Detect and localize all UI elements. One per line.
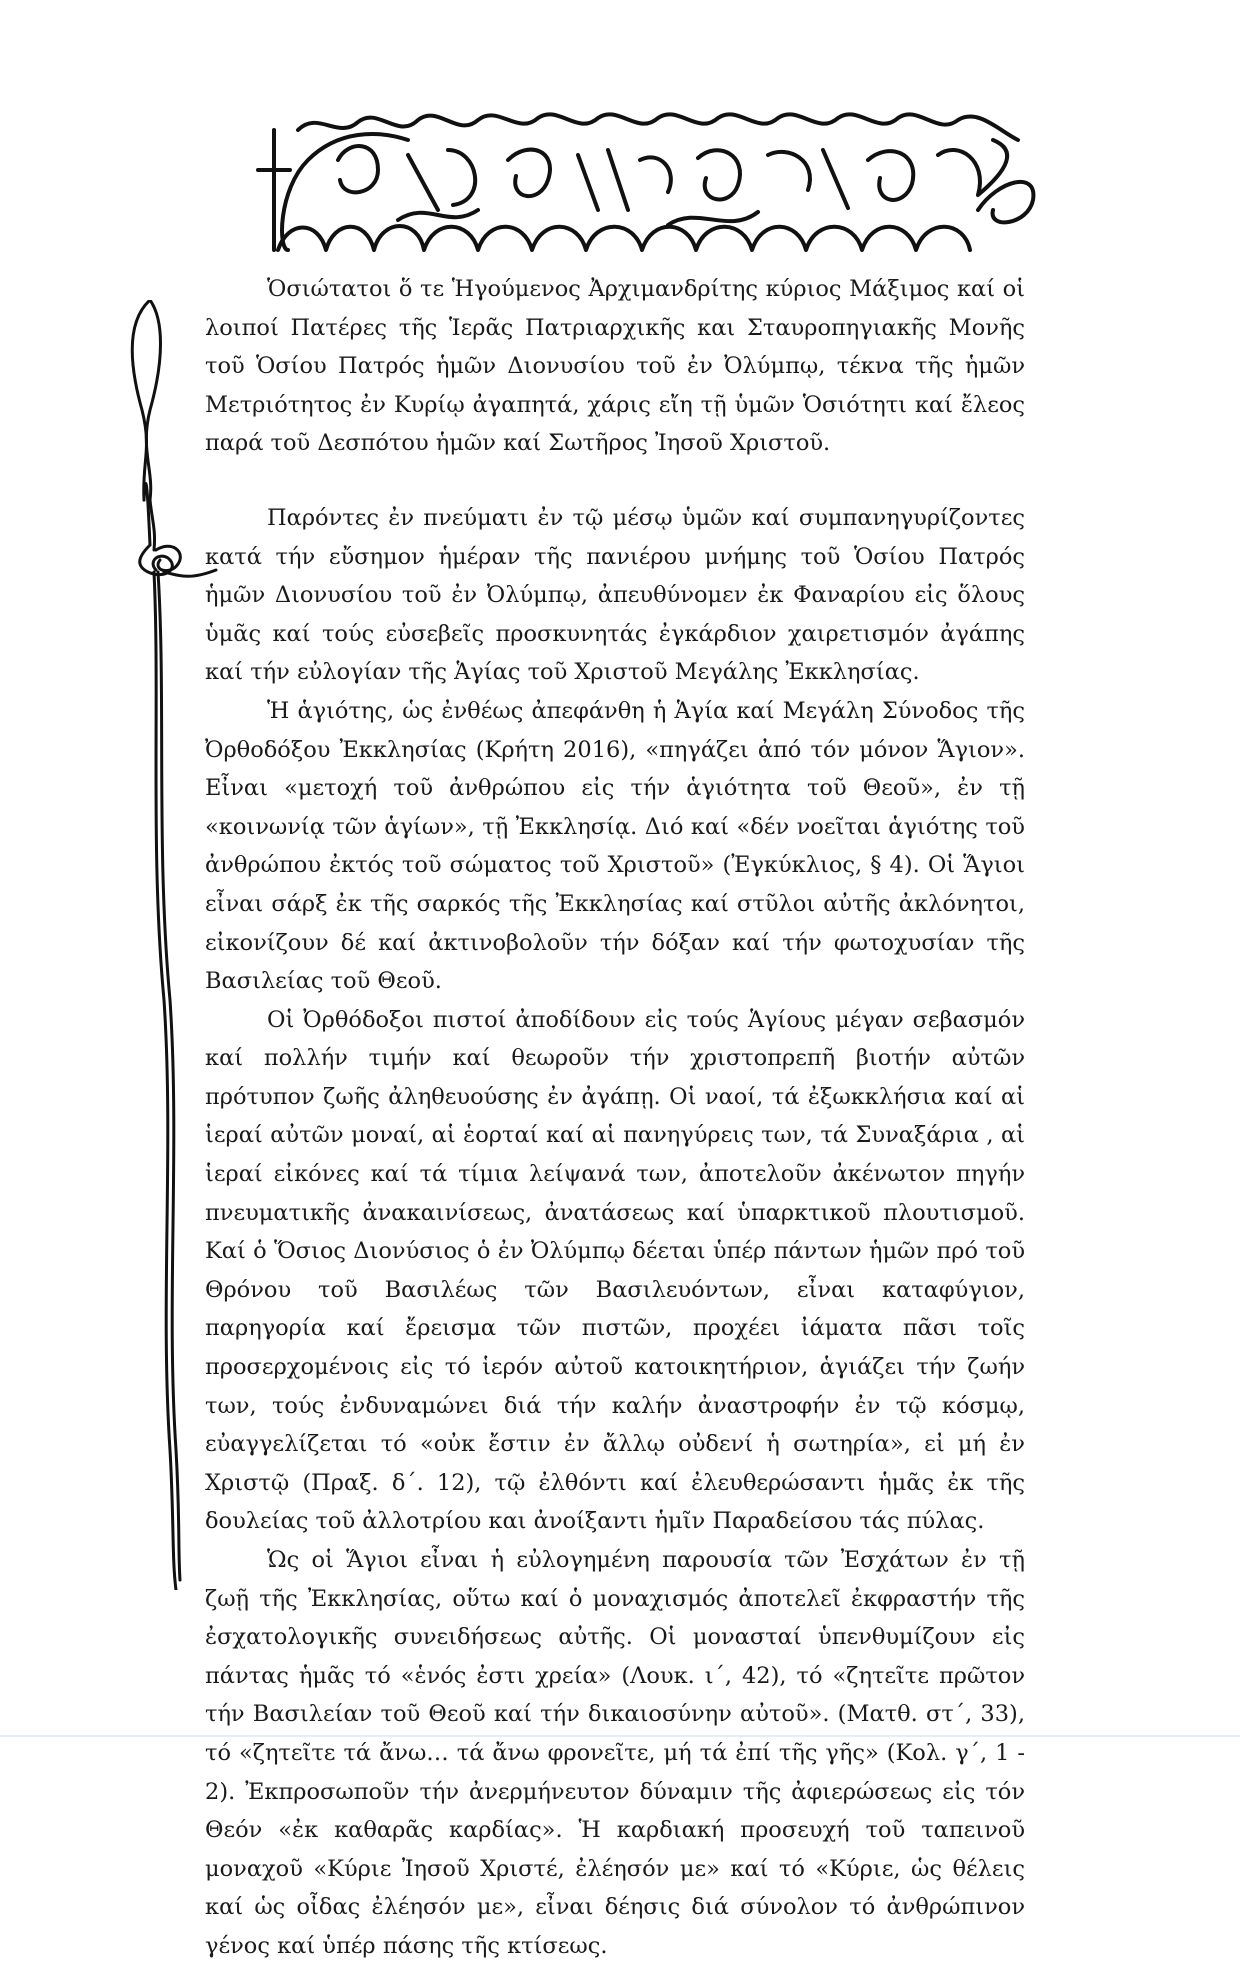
paragraph-greeting: Ὁσιώτατοι ὅ τε Ἡγούμενος Ἀρχιμανδρίτης κύριος Μάξιμος καί οἱ λοιποί Πατέρες τῆς Ἱερᾶς Πατριαρχικῆς και Σταυροπηγιακῆς Μονῆς τοῦ Ὁσίου Πατρός ἡμῶν Διονυσίου τοῦ ἐν Ὀλύμπῳ, τέκνα τῆς ἡμῶν Μετριότητος ἐν Κυρίῳ ἀγαπητά, χάρις εἴη τῇ ὑμῶν Ὁσιότητι καί ἔλεος παρά τοῦ Δεσπότου ἡμῶν καί Σωτῆρος Ἰησοῦ Χριστοῦ. <box>205 276 1025 457</box>
letter-body <box>205 270 1025 1966</box>
patriarchal-signature-header <box>248 100 1038 260</box>
scan-edge-line <box>0 1735 1240 1737</box>
paragraph-holiness: Ἡ ἁγιότης, ὡς ἐνθέως ἀπεφάνθη ἡ Ἁγία καί Μεγάλη Σύνοδος τῆς Ὀρθοδόξου Ἐκκλησίας (Κρήτη 2016), «πηγάζει ἀπό τόν μόνον Ἅγιον». Εἶναι «μετοχή τοῦ ἀνθρώπου εἰς τήν ἁγιότητα τοῦ Θεοῦ», ἐν τῇ «κοινωνίᾳ τῶν ἁγίων», τῇ Ἐκκλησίᾳ. Διό καί «δέν νοεῖται ἁγιότης τοῦ ἀνθρώπου ἐκτός τοῦ σώματος τοῦ Χριστοῦ» (Ἐγκύκλιος, § 4). Οἱ Ἅγιοι εἶναι σάρξ ἐκ τῆς σαρκός τῆς Ἐκκλησίας καί στῦλοι αὐτῆς ἀκλόνητοι, εἰκονίζουν δέ καί ἀκτινοβολοῦν τήν δόξαν καί τήν φωτοχυσίαν τῆς Βασιλείας τοῦ Θεοῦ. <box>205 697 1025 995</box>
paragraph-faithful: Οἱ Ὀρθόδοξοι πιστοί ἀποδίδουν εἰς τούς Ἁγίους μέγαν σεβασμόν καί πολλήν τιμήν καί θεωροῦν τήν χριστοπρεπῆ βιοτήν αὐτῶν πρότυπον ζωῆς ἀληθευούσης ἐν ἀγάπῃ. Οἱ ναοί, τά ἐξωκκλήσια καί αἱ ἱεραί αὐτῶν μοναί, αἱ ἑορταί καί αἱ πανηγύρεις των, τά Συναξάρια , αἱ ἱεραί εἰκόνες καί τά τίμια λείψανά των, ἀποτελοῦν ἀκένωτον πηγήν πνευματικῆς ἀνακαινίσεως, ἀνατάσεως καί ὑπαρκτικοῦ πλουτισμοῦ. Καί ὁ Ὅσιος Διονύσιος ὁ ἐν Ὀλύμπῳ δέεται ὑπέρ πάντων ἡμῶν πρό τοῦ Θρόνου τοῦ Βασιλέως τῶν Βασιλευόντων, εἶναι καταφύγιον, παρηγορία καί ἔρεισμα τῶν πιστῶν, προχέει ἰάματα πᾶσι τοῖς προσερχομένοις εἰς τό ἱερόν αὐτοῦ κατοικητήριον, ἁγιάζει τήν ζωήν των, τούς ἐνδυναμώνει διά τήν καλήν ἀναστροφήν ἐν τῷ κόσμῳ, εὐαγγελίζεται τό «οὐκ ἔστιν ἐν ἄλλῳ οὐδενί ἡ σωτηρία», εἰ μή ἐν Χριστῷ (Πραξ. δ΄. 12), τῷ ἐλθόντι καί ἐλευθερώσαντι ἡμᾶς ἐκ τῆς δουλείας τοῦ ἀλλοτρίου και ἀνοίξαντι ἡμῖν Παραδείσου τάς πύλας. <box>205 1006 1025 1535</box>
paragraph-festival: Παρόντες ἐν πνεύματι ἐν τῷ μέσῳ ὑμῶν καί συμπανηγυρίζοντες κατά τήν εὔσημον ἡμέραν τῆς πανιέρου μνήμης τοῦ Ὁσίου Πατρός ἡμῶν Διονυσίου τοῦ ἐν Ὀλύμπῳ, ἀπευθύνομεν ἐκ Φαναρίου εἰς ὅλους ὑμᾶς καί τούς εὐσεβεῖς προσκυνητάς ἐγκάρδιον χαιρετισμόν ἀγάπης καί τήν εὐλογίαν τῆς Ἁγίας τοῦ Χριστοῦ Μεγάλης Ἐκκλησίας. <box>205 504 1025 686</box>
paragraph-monasticism: Ὡς οἱ Ἅγιοι εἶναι ἡ εὐλογημένη παρουσία τῶν Ἐσχάτων ἐν τῇ ζωῇ τῆς Ἐκκλησίας, οὕτω καί ὁ μοναχισμός ἀποτελεῖ ἐκφραστήν τῆς ἐσχατολογικῆς συνειδήσεως αὐτῆς. Οἱ μονασταί ὑπενθυμίζουν εἰς πάντας ἡμᾶς τό «ἑνός ἐστι χρεία» (Λουκ. ι΄, 42), τό «ζητεῖτε πρῶτον τήν Βασιλείαν τοῦ Θεοῦ καί τήν δικαιοσύνην αὐτοῦ». (Ματθ. στ΄, 33), τό «ζητεῖτε τά ἄνω… τά ἄνω φρονεῖτε, μή τά ἐπί τῆς γῆς» (Κολ. γ΄, 1 - 2). Ἐκπροσωποῦν τήν ἀνερμήνευτον δύναμιν τῆς ἀφιερώσεως εἰς τόν Θεόν «ἐκ καθαρᾶς καρδίας». Ἡ καρδιακή προσευχή τοῦ ταπεινοῦ μοναχοῦ «Κύριε Ἰησοῦ Χριστέ, ἐλέησόν με» καί τό «Κύριε, ὡς θέλεις καί ὡς οἶδας ἐλέησόν με», εἶναι δέησις διά σύνολον τό ἀνθρώπινον γένος καί ὑπέρ πάσης τῆς κτίσεως. <box>205 1547 1025 1959</box>
cross-mark <box>258 130 290 250</box>
